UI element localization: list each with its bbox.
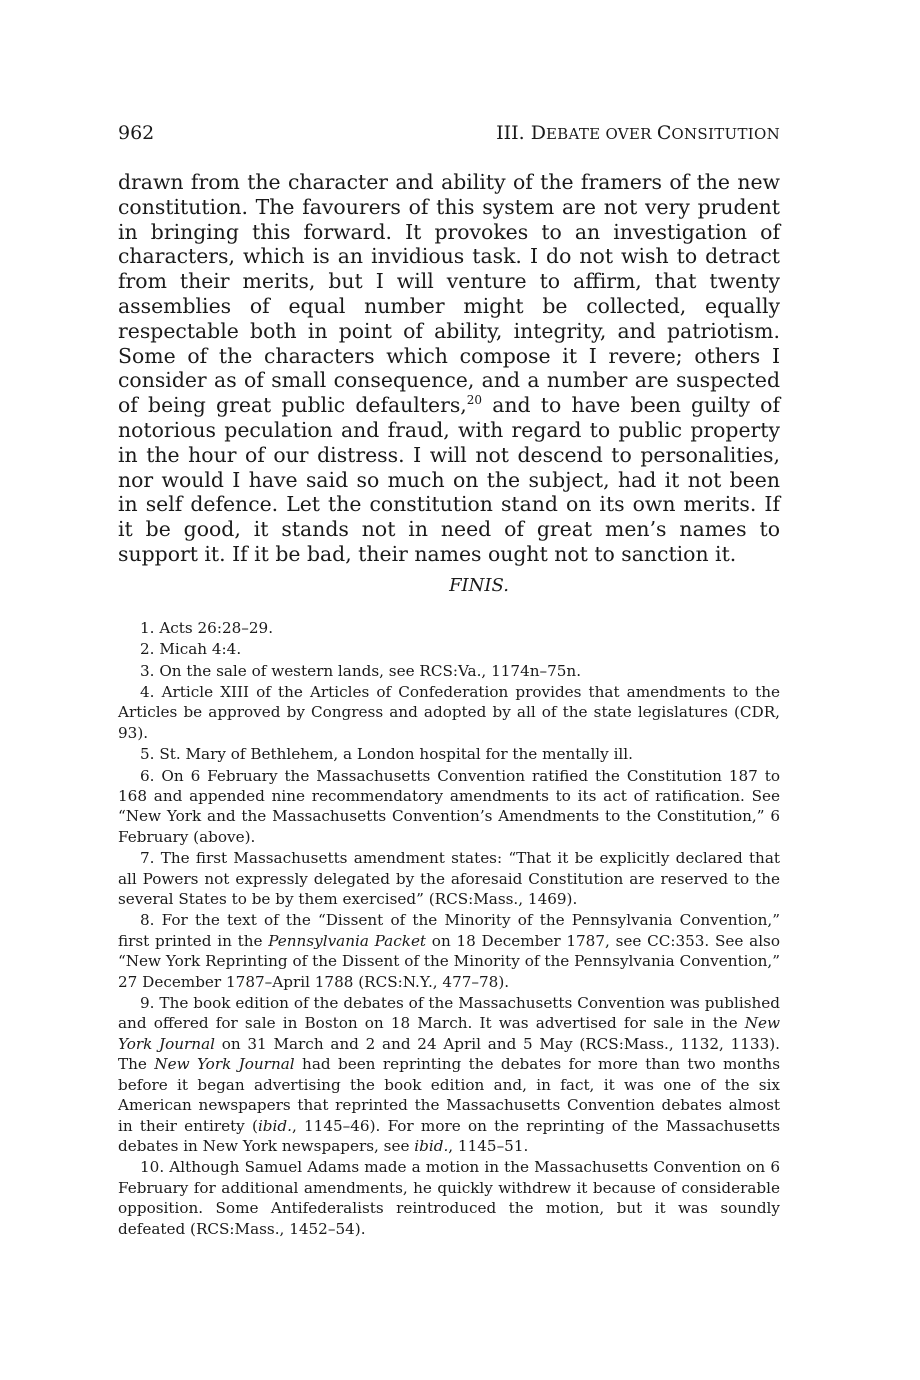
endnote-2: 2. Micah 4:4. xyxy=(140,640,242,659)
footnote-reference: 20 xyxy=(466,393,483,408)
endnote-7: 7. The first Massachusetts amendment states: “That it be explicitly declared that all Powers not expressly delegated by the aforesaid Constitution are reserved to the several States to be by them exercised” (RCS:Mass., 1469). xyxy=(118,849,780,909)
running-head xyxy=(496,122,780,144)
running-head-word2-cap: C xyxy=(656,122,672,144)
endnote-9 xyxy=(118,993,780,1156)
running-head-word1-rest: EBATE OVER xyxy=(545,125,657,143)
finis-marker: FINIS. xyxy=(449,574,509,596)
endnote-3: 3. On the sale of western lands, see RCS:Va., 1174n–75n. xyxy=(140,661,582,680)
endnote-1: 1. Acts 26:28–29. xyxy=(140,618,274,637)
endnote-8 xyxy=(118,910,780,992)
endnote-9-ibid-2: ibid. xyxy=(414,1136,449,1155)
endnote-9-text-e: , 1145–51. xyxy=(448,1136,529,1155)
endnote-9-text-d: , 1145–46). For more on the reprinting of the Massachusetts debates in New York newspapers, see xyxy=(118,1116,780,1155)
book-page xyxy=(118,122,780,1240)
endnote-9-title-2: New York Journal xyxy=(154,1055,295,1074)
endnote-6: 6. On 6 February the Massachusetts Convention ratified the Constitution 187 to 168 and appended nine recommendatory amendments to its act of ratification. See “New York and the Massachusetts Convention’s Amendments to the Constitution,” 6 February (above). xyxy=(118,766,780,846)
main-paragraph xyxy=(118,170,780,567)
endnotes xyxy=(118,618,780,1239)
running-head-prefix: III. D xyxy=(496,122,546,144)
endnote-9-text-b: on 31 March and 2 and 24 April and 5 May (RCS:Mass., 1132, 1133). The xyxy=(118,1034,781,1074)
endnote-10: 10. Although Samuel Adams made a motion in the Massachusetts Convention on 6 February for additional amendments, he quickly withdrew it because of considerable opposition. Some Antifederalists reintroduced the motion, but it was soundly defeated (RCS:Mass., 1452–54). xyxy=(118,1158,780,1238)
page-header xyxy=(118,122,780,152)
endnote-9-text-a: 9. The book edition of the debates of the Massachusetts Convention was published and offered for sale in Boston on 18 March. It was advertised for sale in the xyxy=(118,994,780,1033)
endnote-8-text-a: 8. For the text of the “Dissent of the Minority of the Pennsylvania Convention,” first printed in the xyxy=(118,911,780,950)
endnote-4: 4. Article XIII of the Articles of Confederation provides that amendments to the Articles be approved by Congress and adopted by all of the state legislatures (CDR, 93). xyxy=(118,682,780,742)
running-head-word2-rest: ONSITUTION xyxy=(671,125,780,143)
endnote-9-title-1: New York Journal xyxy=(118,1014,780,1053)
endnote-9-text-c: had been reprinting the debates for more than two months before it began advertising the book edition and, in fact, it was one of the six American newspapers that reprinted the Massachusetts Convention debates almost in their entirety ( xyxy=(118,1055,780,1135)
endnote-9-ibid-1: ibid. xyxy=(257,1116,292,1135)
endnote-8-text-b: on 18 December 1787, see CC:353. See also “New York Reprinting of the Dissent of the Minority of the Pennsylvania Convention,” 27 December 1787–April 1788 (RCS:N.Y., 477–78). xyxy=(118,931,780,991)
paragraph-text-part1: drawn from the character and ability of the framers of the new constitution. The favourers of this system are not very prudent in bringing this forward. It provokes to an investigation of characters, which is an invidious task. I do not wish to detract from their merits, but I will venture to affirm, that twenty assemblies of equal number might be collected, equally respectable both in point of ability, integrity, and patriotism. Some of the characters which compose it I revere; others I consider as of small consequence, and a number are suspected of being great public defaulters, xyxy=(118,170,780,418)
endnote-5: 5. St. Mary of Bethlehem, a London hospital for the mentally ill. xyxy=(140,745,633,764)
paragraph-text-part2: and to have been guilty of notorious peculation and fraud, with regard to public property in the hour of our distress. I will not descend to personalities, nor would I have said so much on the subject, had it not been in self defence. Let the constitution stand on its own merits. If it be good, it stands not in need of great men’s names to support it. If it be bad, their names ought not to sanction it. xyxy=(118,393,780,566)
page-number: 962 xyxy=(118,122,155,144)
endnote-8-title: Pennsylvania Packet xyxy=(268,931,427,950)
